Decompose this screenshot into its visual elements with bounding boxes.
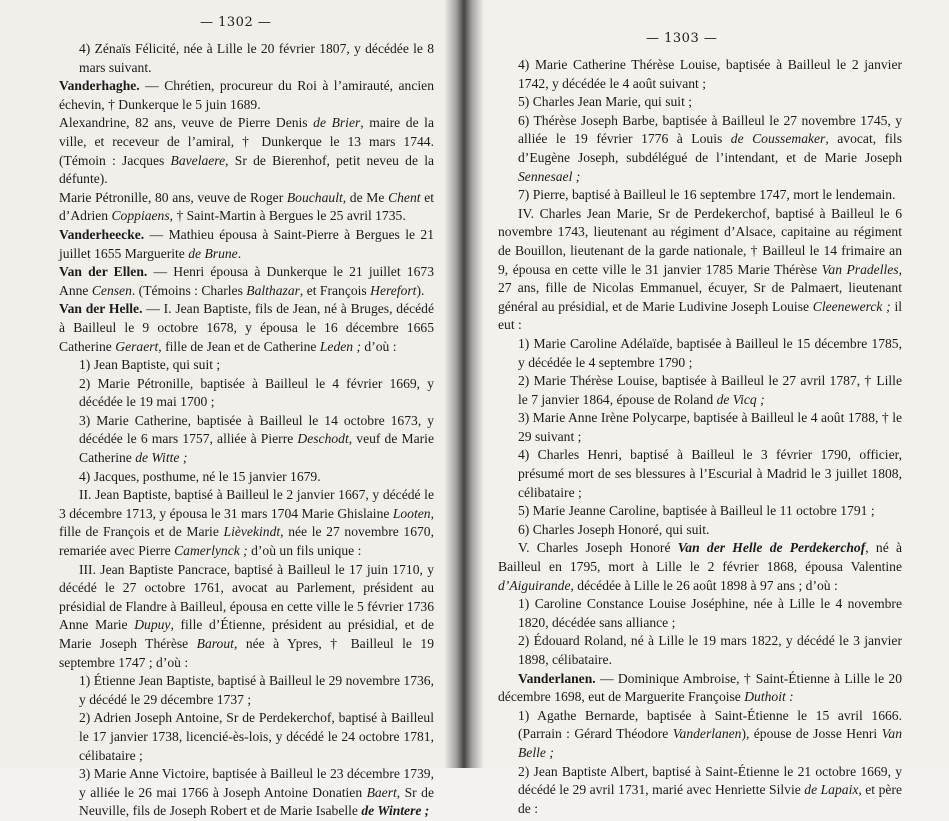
text-run: , † Saint-Martin à Bergues le 25 avril 1735. <box>169 208 406 224</box>
text-run: — Chrétien, procureur du Roi à l’amirauté, ancien échevin, † Dunkerque le 5 juin 1689. <box>59 78 434 112</box>
text-run: ), épouse de Josse Henri <box>741 726 882 742</box>
list-item <box>498 56 902 93</box>
text-run: — Henri épousa à Dunkerque le 21 juillet 1673 Anne <box>59 264 434 298</box>
text-run: 4) Charles Henri, baptisé à Bailleul le 3 février 1790, officier, présumé mort de ses blessures à l’Escurial à Madrid le 3 juillet 1808, célibataire ; <box>518 447 902 500</box>
surname: Leden ; <box>319 338 361 354</box>
surname: Looten <box>392 505 431 521</box>
text-run: , né à Bailleul en 1795, mort à Lille le 2 février 1868, épousa Valentine <box>498 540 903 575</box>
text-run: — Mathieu épousa à Saint-Pierre à Bergues le 21 juillet 1655 Marguerite <box>59 226 434 261</box>
text-run: 3) Marie Anne Victoire, baptisée à Bailleul le 23 décembre 1739, y alliée le 26 mai 1766 à Joseph Antoine Donatien <box>79 766 434 800</box>
entry-paragraph <box>59 263 434 300</box>
surname: Baert <box>366 784 397 800</box>
surname: Bouchault <box>286 189 343 205</box>
text-run: , et François <box>299 282 371 298</box>
book-gutter-shadow <box>444 0 484 768</box>
text-run: 1) Jean Baptiste, qui suit ; <box>79 357 221 373</box>
paragraph <box>498 539 902 595</box>
entry-heading: Van der Helle. <box>59 301 143 317</box>
text-run: , fille de Jean et de Catherine <box>158 338 320 354</box>
surname: d’Aiguirande <box>498 577 571 593</box>
text-run: , fille de François et de Marie <box>59 505 434 540</box>
text-run: , avocat, fils d’Eugène Joseph, subdélégué de l’intendant, et de Marie Joseph <box>518 131 903 165</box>
text-run: Alexandrine, 82 ans, veuve de Pierre Denis <box>59 115 314 131</box>
text-run: ). <box>416 282 425 298</box>
surname: de Lapaix <box>804 782 859 798</box>
text-run: 5) Charles Jean Marie, qui suit ; <box>518 94 693 110</box>
text-run: 5) Marie Jeanne Caroline, baptisée à Bailleul le 11 octobre 1791 ; <box>518 503 875 519</box>
surname: de Brune <box>188 245 238 261</box>
list-item <box>59 356 434 375</box>
text-run: 4) Jacques, posthume, né le 15 janvier 1679. <box>79 468 321 484</box>
surname: Dupuy <box>134 617 171 633</box>
text-run: , veuf de Marie Catherine <box>79 431 434 466</box>
right-page-text <box>498 56 902 818</box>
text-run: 2) Adrien Joseph Antoine, Sr de Perdekerchof, baptisé à Bailleul le 17 janvier 1738, licencié-ès-lois, y décédé le 24 octobre 1781, célibataire ; <box>79 710 434 763</box>
surname: Sennesael ; <box>518 168 581 184</box>
entry-heading: Van der Ellen. <box>59 264 148 280</box>
list-item <box>498 93 902 112</box>
text-run: d’où : <box>361 338 397 354</box>
text-run: 7) Pierre, baptisé à Bailleul le 16 septembre 1747, mort le lendemain. <box>518 187 896 203</box>
surname: de Wintere ; <box>361 803 430 819</box>
text-run: V. Charles Joseph Honoré <box>518 540 678 556</box>
surname: de Witte ; <box>135 450 188 466</box>
paragraph <box>59 486 434 560</box>
surname: Van Pradelles <box>821 261 899 277</box>
text-run: . <box>237 245 242 261</box>
entry-paragraph <box>59 226 434 263</box>
surname: Deschodt <box>297 431 349 447</box>
text-run: 2) Marie Thérèse Louise, baptisée à Bailleul le 27 avril 1787, † Lille le 7 janvier 1864, épouse de Roland <box>518 373 902 407</box>
text-run: Marie Pétronille, 80 ans, veuve de Roger <box>59 189 287 205</box>
text-run: III. Jean Baptiste Pancrace, baptisé à Bailleul le 17 juin 1710, y décédé le 27 octobre 1761, avocat au Parlement, président au présidial de Flandre à Bailleul, épousa en cette ville le 5 février 1736 Anne Marie <box>59 561 434 633</box>
list-item <box>498 186 902 205</box>
surname: Vanderlanen <box>672 726 742 742</box>
surname: Bavelaere <box>170 152 226 168</box>
text-run: , maire de la ville, et receveur de l’amiral, † Dunkerque le 13 mars 1744. (Témoin : Jacques <box>59 115 434 168</box>
text-run: , et père de : <box>518 782 902 816</box>
text-run: 1) Marie Caroline Adélaïde, baptisée à Bailleul le 15 décembre 1785, y décédée le 4 septembre 1790 ; <box>518 335 902 370</box>
list-item <box>498 707 902 763</box>
list-item <box>498 763 902 819</box>
text-run: 1) Étienne Jean Baptiste, baptisé à Bailleul le 29 novembre 1736, y décédé le 29 décembre 1737 ; <box>79 673 434 707</box>
text-run: — I. Jean Baptiste, fils de Jean, né à Bruges, décédé à Bailleul le 9 octobre 1678, y épousa le 16 décembre 1665 Catherine <box>59 301 435 354</box>
text-run: , décédée à Lille le 26 août 1898 à 97 ans ; d’où : <box>570 577 838 593</box>
list-item <box>59 672 434 709</box>
list-item <box>498 372 902 409</box>
paragraph <box>59 189 434 226</box>
list-item <box>59 468 434 487</box>
surname: Van der Helle de Perdekerchof <box>677 540 866 556</box>
entry-paragraph <box>59 77 434 114</box>
left-page-text <box>59 40 434 821</box>
list-item <box>498 409 902 446</box>
text-run: 2) Jean Baptiste Albert, baptisé à Saint-Étienne le 21 octobre 1669, y décédé le 29 avril 1731, marié avec Henriette Silvie <box>518 763 902 798</box>
text-run: , 27 ans, fille de Nicolas Emmanuel, écuyer, Sr de Palmaert, lieutenant général au présidial, et de Marie Ludivine Joseph Louise <box>498 261 902 314</box>
page-number-left: — 1302 — <box>200 15 272 30</box>
surname: Lièvekindt <box>223 524 281 540</box>
entry-heading: Vanderheecke. <box>59 226 145 242</box>
list-item <box>498 335 902 372</box>
text-run: , Sr de Bierenhof, petit neveu de la défunte). <box>59 152 435 187</box>
list-item <box>59 375 434 412</box>
paragraph <box>498 205 902 335</box>
surname: Geraert <box>115 338 159 354</box>
list-item <box>498 595 902 632</box>
list-item <box>498 502 902 521</box>
surname: Herefort <box>370 282 417 298</box>
list-item <box>59 765 434 821</box>
list-item <box>498 112 902 186</box>
list-item <box>59 412 434 468</box>
text-run: 4) Marie Catherine Thérèse Louise, baptisée à Bailleul le 2 janvier 1742, y décédée le 4 août suivant ; <box>518 57 902 91</box>
paragraph <box>59 114 434 188</box>
paragraph <box>59 40 434 77</box>
surname: de Vicq ; <box>716 391 765 407</box>
text-run: 6) Charles Joseph Honoré, qui suit. <box>518 521 710 537</box>
surname: Balthazar <box>246 282 300 298</box>
surname: Barout <box>196 636 234 651</box>
text-run: 4) Zénaïs Félicité, née à Lille le 20 février 1807, y décédée le 8 mars suivant. <box>79 41 434 75</box>
right-page <box>466 0 949 816</box>
left-page <box>0 0 466 819</box>
page-number-right: — 1303 — <box>646 31 718 46</box>
text-run: 2) Édouard Roland, né à Lille le 19 mars 1822, y décédé le 3 janvier 1898, célibataire. <box>518 633 902 667</box>
text-run: 3) Marie Catherine, baptisée à Bailleul le 14 octobre 1673, y décédée le 6 mars 1757, alliée à Pierre <box>79 412 434 447</box>
text-run: , Sr de Neuville, fils de Joseph Robert et de Marie Isabelle <box>79 784 434 819</box>
text-run: II. Jean Baptiste, baptisé à Bailleul le 2 janvier 1667, y décédé le 3 décembre 1713, y épousa le 31 mars 1704 Marie Ghislaine <box>59 487 434 521</box>
surname: Camerlynck ; <box>174 543 248 559</box>
text-run: , fille d’Étienne, président au présidial, et de Marie Joseph Thérèse <box>59 617 435 651</box>
entry-paragraph <box>498 670 902 707</box>
entry-paragraph <box>59 300 434 356</box>
surname: Van Belle ; <box>518 726 902 760</box>
entry-heading: Vanderlanen. <box>518 670 596 686</box>
surname: Duthoit : <box>744 689 794 705</box>
text-run: 2) Marie Pétronille, baptisée à Bailleul le 4 février 1669, y décédée le 19 mai 1700 ; <box>79 375 434 410</box>
surname: de Coussemaker <box>730 131 826 147</box>
text-run: IV. Charles Jean Marie, Sr de Perdekerchof, baptisé à Bailleul le 6 novembre 1743, lieutenant au régiment d’Alsace, capitaine au régiment de Bouillon, lieutenant de la garde nationale, † Bailleul le 14 frimaire an 9, épousa en cette ville le 31 janvier 1785 Marie Thérèse <box>498 205 902 277</box>
text-run: et d’Adrien <box>59 189 435 224</box>
text-run: 3) Marie Anne Irène Polycarpe, baptisée à Bailleul le 4 août 1788, † le 29 suivant ; <box>518 410 902 444</box>
surname: Cleenewerck ; <box>812 298 891 314</box>
surname: Censen <box>91 282 132 298</box>
text-run: , née à Ypres, † Bailleul le 19 septembre 1747 ; d’où : <box>59 636 434 670</box>
entry-heading: Vanderhaghe. <box>59 78 140 94</box>
text-run: d’où un fils unique : <box>247 543 362 559</box>
text-run: 1) Agathe Bernarde, baptisée à Saint-Étienne le 15 avril 1666. (Parrain : Gérard Théodore <box>518 707 902 742</box>
text-run: , de Me <box>342 189 389 205</box>
text-run: 6) Thérèse Joseph Barbe, baptisée à Bailleul le 27 novembre 1745, y alliée le 19 février 1776 à Louis <box>518 112 902 147</box>
text-run: — Dominique Ambroise, † Saint-Étienne à Lille le 20 décembre 1698, eut de Marguerite Françoise <box>498 670 902 705</box>
surname: Coppiaens <box>111 208 170 224</box>
list-item <box>498 632 902 669</box>
text-run: 1) Caroline Constance Louise Joséphine, née à Lille le 4 novembre 1820, décédée sans alliance ; <box>518 596 902 630</box>
list-item <box>498 521 902 540</box>
text-run: . (Témoins : Charles <box>131 282 247 298</box>
surname: de Brier <box>313 115 361 131</box>
paragraph <box>59 561 434 673</box>
list-item <box>59 709 434 765</box>
surname: Chent <box>388 189 421 205</box>
text-run: il eut : <box>498 298 902 333</box>
list-item <box>498 446 902 502</box>
text-run: , née le 27 novembre 1670, remariée avec Pierre <box>59 524 434 559</box>
